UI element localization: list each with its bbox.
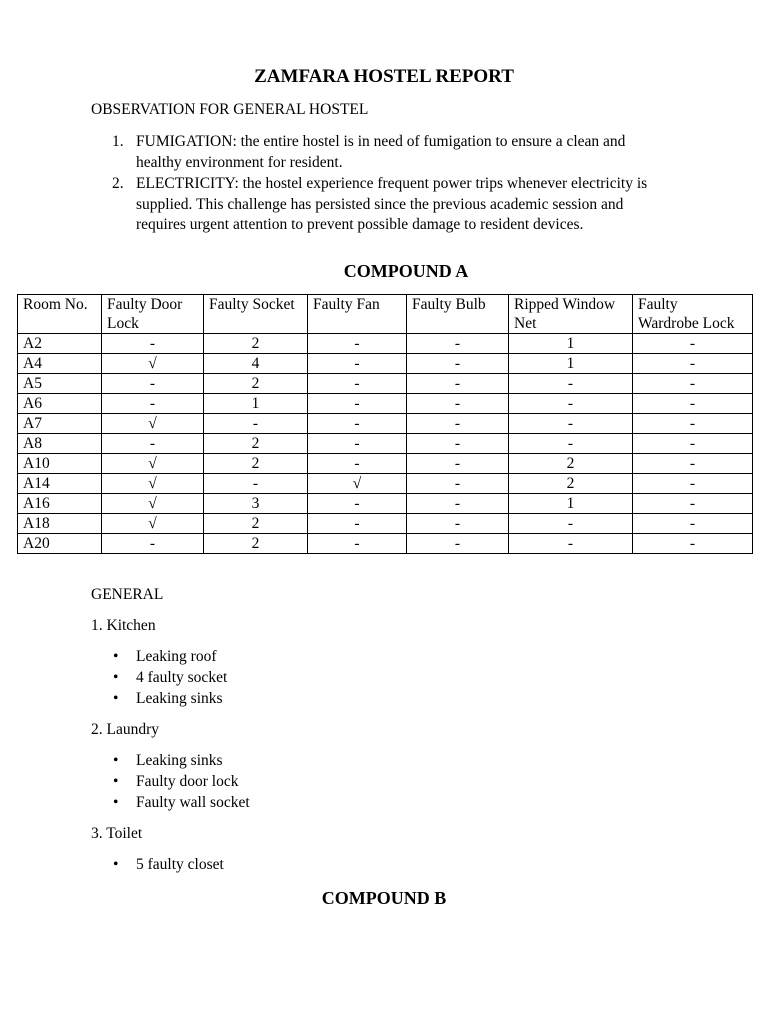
table-cell: -: [509, 514, 633, 534]
compound-a-table: [17, 294, 753, 554]
table-cell: -: [308, 534, 407, 554]
kitchen-list: [113, 647, 227, 710]
table-cell: -: [308, 514, 407, 534]
table-cell: 1: [204, 394, 308, 414]
table-cell: -: [633, 354, 753, 374]
table-cell: √: [102, 354, 204, 374]
table-cell: -: [509, 374, 633, 394]
table-cell: 2: [204, 514, 308, 534]
table-cell: -: [308, 334, 407, 354]
list-item: [113, 793, 250, 814]
table-cell: √: [102, 414, 204, 434]
table-cell: -: [308, 354, 407, 374]
table-cell: 2: [509, 474, 633, 494]
table-cell: 1: [509, 354, 633, 374]
table-cell: -: [633, 534, 753, 554]
bullet-icon: •: [113, 648, 119, 665]
table-cell: 2: [204, 534, 308, 554]
observation-line: FUMIGATION: the entire hostel is in need of fumigation to ensure a clean and: [136, 133, 626, 150]
table-row: [18, 414, 753, 434]
table-row: [18, 374, 753, 394]
list-item: [113, 647, 227, 668]
list-item-text: Leaking roof: [136, 648, 217, 665]
bullet-icon: •: [113, 669, 119, 686]
table-cell: -: [308, 394, 407, 414]
table-cell: 2: [204, 334, 308, 354]
observation-number: 2.: [112, 175, 124, 192]
table-cell: -: [407, 334, 509, 354]
laundry-label: 2. Laundry: [91, 721, 160, 738]
table-cell: -: [407, 534, 509, 554]
observation-line: supplied. This challenge has persisted since the previous academic session and: [136, 195, 624, 213]
column-header: [407, 295, 509, 334]
table-cell: √: [308, 474, 407, 494]
bullet-icon: •: [113, 773, 119, 790]
table-cell: -: [308, 434, 407, 454]
kitchen-label: 1. Kitchen: [91, 617, 156, 634]
room-number-cell: A18: [18, 514, 102, 534]
table-cell: -: [308, 414, 407, 434]
observation-line: healthy environment for resident.: [136, 153, 343, 171]
column-header-line: Lock: [107, 315, 139, 332]
table-row: [18, 454, 753, 474]
table-cell: √: [102, 514, 204, 534]
room-number-cell: A2: [18, 334, 102, 354]
column-header: [633, 295, 753, 334]
room-number-cell: A20: [18, 534, 102, 554]
table-cell: 1: [509, 494, 633, 514]
table-cell: -: [102, 374, 204, 394]
table-cell: -: [102, 394, 204, 414]
table-cell: -: [633, 494, 753, 514]
table-row: [18, 474, 753, 494]
bullet-icon: •: [113, 856, 119, 873]
column-header-line: Faulty Door: [107, 296, 183, 313]
table-cell: -: [509, 434, 633, 454]
table-row: [18, 514, 753, 534]
observation-line: requires urgent attention to prevent possible damage to resident devices.: [136, 216, 584, 233]
laundry-list: [113, 751, 250, 814]
observation-line: ELECTRICITY: the hostel experience frequent power trips whenever electricity is: [136, 175, 648, 192]
table-cell: -: [407, 494, 509, 514]
table-row: [18, 394, 753, 414]
table-cell: -: [509, 414, 633, 434]
column-header-line: Faulty Bulb: [412, 296, 486, 313]
column-header-line: Wardrobe Lock: [638, 315, 735, 332]
table-row: [18, 334, 753, 354]
room-number-cell: A14: [18, 474, 102, 494]
table-cell: √: [102, 494, 204, 514]
table-cell: 3: [204, 494, 308, 514]
compound-b-heading: COMPOUND B: [321, 888, 447, 908]
table-cell: -: [407, 394, 509, 414]
list-item: [113, 855, 224, 876]
room-number-cell: A6: [18, 394, 102, 414]
bullet-icon: •: [113, 690, 119, 707]
list-item-text: 4 faulty socket: [136, 669, 228, 686]
room-number-cell: A5: [18, 374, 102, 394]
observation-number: 1.: [112, 133, 124, 150]
table-cell: -: [633, 374, 753, 394]
observation-item: [112, 132, 692, 173]
table-cell: 2: [204, 434, 308, 454]
table-cell: -: [407, 354, 509, 374]
list-item-text: Faulty wall socket: [136, 794, 250, 811]
table-cell: -: [407, 434, 509, 454]
table-cell: -: [308, 374, 407, 394]
table-cell: √: [102, 454, 204, 474]
room-number-cell: A7: [18, 414, 102, 434]
toilet-list: [113, 855, 224, 876]
table-cell: -: [308, 454, 407, 474]
table-row: [18, 354, 753, 374]
room-number-cell: A4: [18, 354, 102, 374]
list-item: [113, 751, 250, 772]
column-header-line: Ripped Window: [514, 296, 616, 313]
table-cell: -: [308, 494, 407, 514]
table-cell: -: [509, 394, 633, 414]
table-cell: -: [102, 334, 204, 354]
compound-a-heading: COMPOUND A: [343, 261, 469, 281]
bullet-icon: •: [113, 794, 119, 811]
table-cell: -: [633, 434, 753, 454]
table-cell: -: [633, 454, 753, 474]
table-cell: -: [509, 534, 633, 554]
column-header: [102, 295, 204, 334]
toilet-label: 3. Toilet: [91, 825, 143, 842]
report-title: ZAMFARA HOSTEL REPORT: [254, 66, 514, 87]
list-item: [113, 689, 227, 710]
list-item-text: Leaking sinks: [136, 752, 223, 769]
list-item-text: Faulty door lock: [136, 773, 239, 790]
table-cell: 1: [509, 334, 633, 354]
table-cell: -: [102, 534, 204, 554]
table-cell: -: [633, 414, 753, 434]
table-cell: -: [102, 434, 204, 454]
table-cell: 4: [204, 354, 308, 374]
table-cell: √: [102, 474, 204, 494]
observation-item: [112, 174, 692, 236]
general-heading: GENERAL: [91, 586, 164, 603]
table-row: [18, 534, 753, 554]
list-item-text: Leaking sinks: [136, 690, 223, 707]
observation-heading: OBSERVATION FOR GENERAL HOSTEL: [91, 101, 369, 118]
table-cell: -: [633, 394, 753, 414]
table-cell: -: [407, 414, 509, 434]
list-item-text: 5 faulty closet: [136, 856, 224, 873]
column-header: [204, 295, 308, 334]
table-cell: -: [407, 474, 509, 494]
table-cell: -: [407, 374, 509, 394]
column-header-line: Faulty Socket: [209, 296, 295, 313]
table-cell: -: [407, 454, 509, 474]
table-cell: -: [204, 414, 308, 434]
table-cell: -: [633, 514, 753, 534]
table-cell: 2: [204, 374, 308, 394]
table-cell: -: [633, 334, 753, 354]
column-header: [308, 295, 407, 334]
list-item: [113, 668, 227, 689]
room-number-cell: A8: [18, 434, 102, 454]
column-header-line: Faulty: [638, 296, 678, 313]
column-header-line: Net: [514, 315, 537, 332]
table-cell: 2: [204, 454, 308, 474]
list-item: [113, 772, 250, 793]
table-cell: 2: [509, 454, 633, 474]
table-cell: -: [407, 514, 509, 534]
column-header-line: Room No.: [23, 296, 88, 313]
table-row: [18, 434, 753, 454]
table-header-row: [18, 295, 753, 334]
room-number-cell: A10: [18, 454, 102, 474]
column-header: [18, 295, 102, 334]
bullet-icon: •: [113, 752, 119, 769]
column-header-line: Faulty Fan: [313, 296, 380, 313]
table-cell: -: [204, 474, 308, 494]
room-number-cell: A16: [18, 494, 102, 514]
column-header: [509, 295, 633, 334]
table-row: [18, 494, 753, 514]
table-cell: -: [633, 474, 753, 494]
